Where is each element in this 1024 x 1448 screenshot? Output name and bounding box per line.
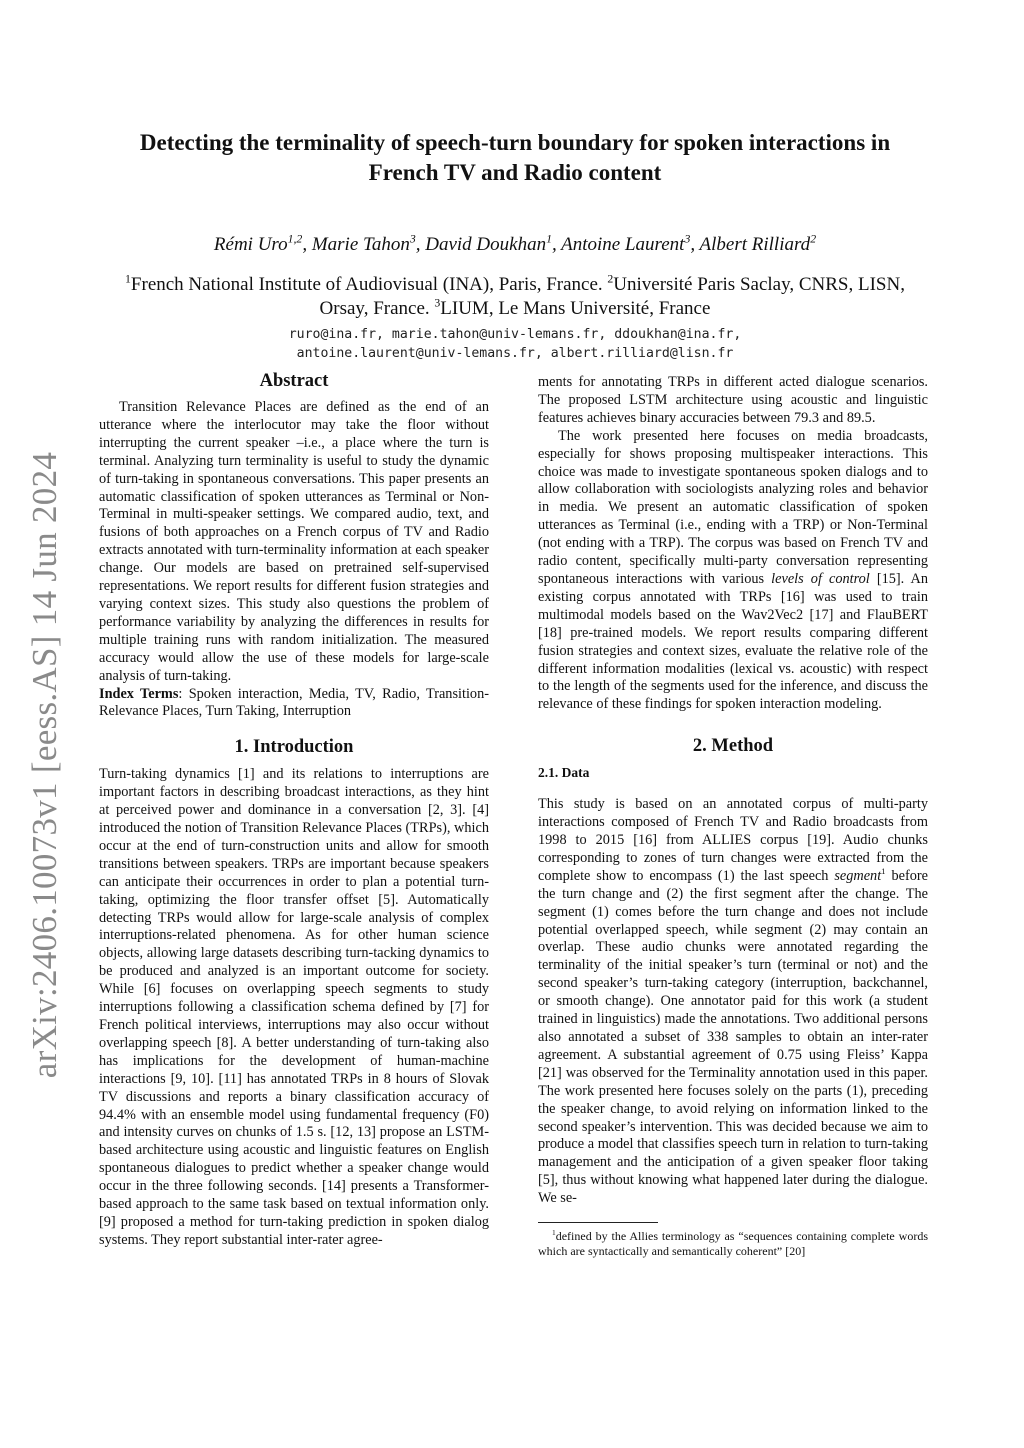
email-line: ruro@ina.fr, marie.tahon@univ-lemans.fr, ddoukhan@ina.fr, xyxy=(288,327,742,342)
abstract-body: Transition Relevance Places are defined as the end of an utterance where the interlocutor may take the floor without interrupting the current speaker –i.e., a place where the turn is terminal. Analyzing turn terminality is useful to study the dynamic of turn-taking in spontaneous conversations. This paper presents an automatic classification of spoken utterances as Terminal or Non-Terminal in multi-speaker settings. We compared audio, text, and fusions of both approaches on a French corpus of TV and Radio extracts annotated with turn-terminality information at each speaker change. Our models are based on pretrained self-supervised representations. We report results for different fusion strategies and varying context sizes. This study also questions the problem of performance variability by analyzing the differences in results for multiple training runs with random initialization. The measured accuracy would allow the use of these models for large-scale analysis of turn-taking. xyxy=(99,399,489,684)
author: Albert Rilliard$^2$ xyxy=(699,232,817,255)
introduction-body: Turn-taking dynamics [1] and its relations to interruptions are important factors in describing broadcast interactions, as they hint at perceived power and dominance in a conversation [2, 3]. [4] introduced the notion of Transition Relevance Places (TRPs), which occur at the end of turn-construction units and allow for smooth transitions between speakers. TRPs are important because speakers can anticipate their occurrences in order to plan a potential turn-taking, optimizing the floor transfer offset [5]. Automatically detecting TRPs would allow for large-scale analysis of complex interruptions-related phenomena. As for other human science objects, allowing large datasets describing turn-tacking dynamics to be produced and analyzed is an important outcome for society. While [6] focuses on overlapping speech segments to study interruptions following a classification schema defined by [7] for French political interviews, interruptions may also occur without overlapping speech [8]. A better understanding of turn-taking also has implications for the development of human-machine interactions [9, 10]. [11] has annotated TRPs in 8 hours of Slovak TV discussions and reports a binary classification accuracy of 94.4% with an ensemble model using fundamental frequency (F0) and intensity curves on chunks of 1.5 s. [12, 13] propose an LSTM-based architecture using acoustic and linguistic features on English spontaneous dialogues to predict whether a speaker change would occur in the three following seconds. [14] presents a Transformer-based approach to the same task based on textual information only. [9] proposed a method for turn-taking prediction in spoken dialog systems. They report substantial inter-rater agree- xyxy=(99,766,489,1248)
paper-title xyxy=(100,128,930,188)
author: Antoine Laurent$^3$, xyxy=(561,232,700,255)
arxiv-sidebar xyxy=(10,440,80,1090)
title-line-2: French TV and Radio content xyxy=(368,160,662,185)
left-column xyxy=(99,369,489,1250)
continued-paragraph: ments for annotating TRPs in different acted dialogue scenarios. The proposed LSTM architecture using acoustic and linguistic features achieves binary accuracies between 79.3 and 89.5. xyxy=(538,374,928,426)
author-list xyxy=(100,233,930,257)
arxiv-identifier: arXiv:2406.10073v1 [eess.AS] 14 Jun 2024 xyxy=(25,451,64,1079)
email-line: antoine.laurent@univ-lemans.fr, albert.rilliard@lisn.fr xyxy=(296,346,734,361)
author: Marie Tahon$^3$, xyxy=(311,232,426,255)
index-terms-label: Index Terms xyxy=(99,685,179,702)
data-paragraph: This study is based on an annotated corpus of multi-party interactions composed of French TV and Radio broadcasts from 1998 to 2015 [16] from ALLIES corpus [19]. Audio chunks corresponding to zones of turn changes were extracted from the complete show to encompass (1) the last speech segment$^1$ before the turn change and (2) the first segment after the change. The segment (1) comes before the turn change and does not include potential overlapped speech, while segment (2) may contain an overlap. These audio chunks were annotated regarding the terminality of the initial speaker’s turn (terminal or not) and the second speaker’s turn-taking category (interruption, backchannel, or smooth change). One annotator paid for this work (a student trained in linguistics) made the annotations. Two additional persons also annotated a subset of 338 samples to obtain an inter-rater agreement. A substantial agreement of 0.75 using Fleiss’ Kappa [21] was observed for the Terminality annotation used in this paper. The work presented here focuses solely on the parts (1), preceding the speaker change, to avoid relying on information linked to the second speaker’s intervention. This was decided because we aim to produce a model that classifies speech turn in relation to turn-taking management and the anticipation of a given speaker floor taking [5], thus without knowing what happened later during the dialogue. We se- xyxy=(538,796,928,1207)
abstract-heading: Abstract xyxy=(259,371,329,391)
paragraph-media-broadcasts: The work presented here focuses on media broadcasts, especially for shows proposing multispeaker interactions. This choice was made to investigate spontaneous spoken dialogs and to allow collaboration with sociologists analyzing roles and behavior in media. We present an automatic classification of spoken utterances as Terminal (i.e., ending with a TRP) or Non-Terminal (not ending with a TRP). The corpus was based on French TV and radio content, specifically multi-party conversation representing spontaneous interactions with various levels of control [15]. An existing corpus annotated with TRPs [16] was used to train multimodal models based on the Wav2Vec2 [17] and FlauBERT [18] pre-trained models. We report results comparing different fusion strategies and context sizes, evaluate the relative role of the different information modalities (lexical vs. acoustic) with respect to the length of the segments used for the inference, and discuss the relevance of these findings for spoken interaction modeling. xyxy=(538,427,928,713)
section-heading-method: 2. Method xyxy=(692,736,774,757)
author-emails xyxy=(100,325,930,363)
section-heading-introduction: 1. Introduction xyxy=(234,737,354,758)
author: David Doukhan$^1$, xyxy=(425,232,562,255)
title-line-1: Detecting the terminality of speech-turn boundary for spoken interactions in xyxy=(139,130,891,155)
author: Rémi Uro$^{1,2}$, xyxy=(213,232,312,255)
footnote-divider xyxy=(538,1222,658,1223)
affiliations: $^1$French National Institute of Audiovisual (INA), Paris, France. $^2$Université Paris Saclay, CNRS, LISN, Orsay, France. $^3$LIUM, Le Mans Université, France xyxy=(125,272,905,319)
index-terms: Index Terms: Spoken interaction, Media, TV, Radio, Transition-Relevance Places, Turn Taking, Interruption xyxy=(99,685,489,720)
right-column xyxy=(538,374,928,1259)
footnote: $^1$defined by the Allies terminology as “sequences containing complete words which are syntactically and semantically coherent” [20] xyxy=(538,1228,928,1259)
subsection-heading-data: 2.1. Data xyxy=(538,765,590,781)
